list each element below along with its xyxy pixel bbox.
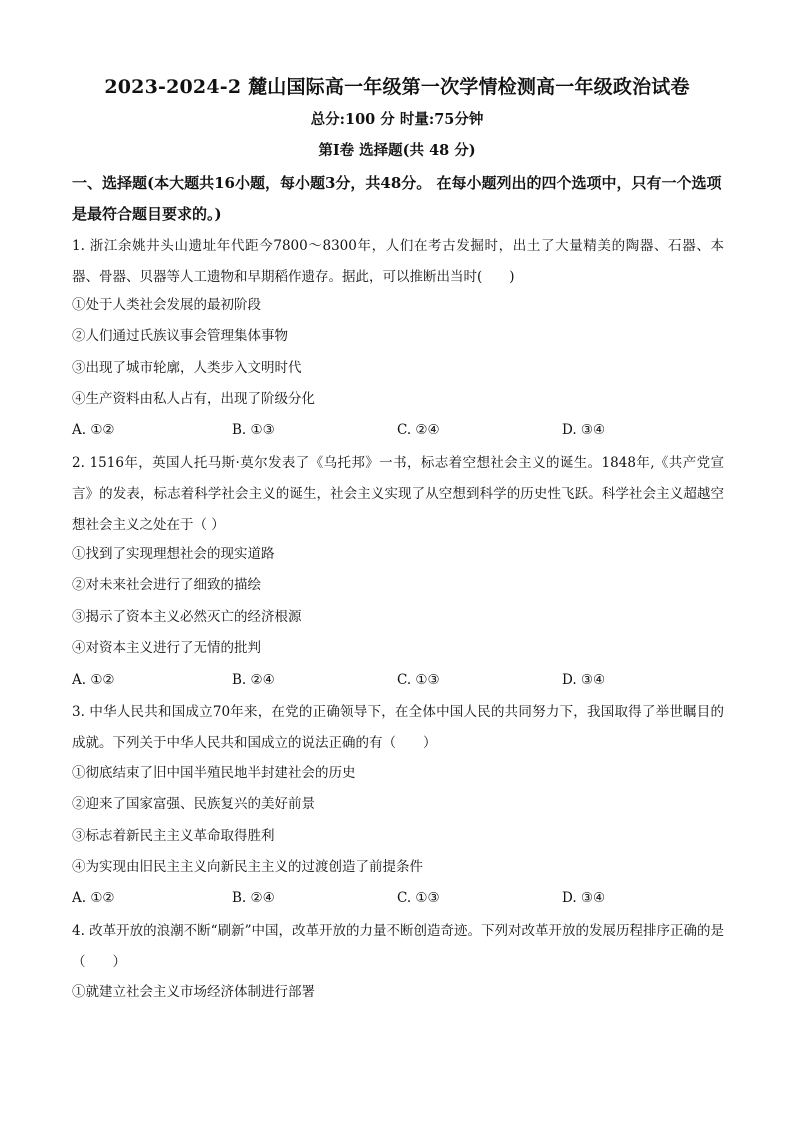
- question-2-choice-b: B. ②④: [232, 672, 275, 688]
- question-2-choice-d: D. ③④: [562, 672, 606, 688]
- question-3-option-2: ②迎来了国家富强、民族复兴的美好前景: [72, 796, 315, 812]
- question-4-stem: 4. 改革开放的浪潮不断“刷新”中国，改革开放的力量不断创造奇迹。下列对改革开放的发展历程排序正确的是（ ）: [72, 923, 724, 970]
- question-1-option-4: ④生产资料由私人占有，出现了阶级分化: [72, 391, 315, 407]
- question-3-choices: [72, 888, 732, 908]
- question-2-option-2: ②对未来社会进行了细致的描绘: [72, 577, 261, 593]
- question-2-choices: [72, 670, 732, 690]
- section-heading: 一、选择题(本大题共16小题，每小题3分，共48分。 在每小题列出的四个选项中，只有一个选项是最符合题目要求的。): [72, 174, 722, 223]
- question-1-choice-a: A. ①②: [72, 422, 115, 438]
- question-3-option-3: ③标志着新民主主义革命取得胜利: [72, 828, 275, 844]
- question-1-option-1: ①处于人类社会发展的最初阶段: [72, 297, 261, 313]
- exam-title: 2023-2024-2 麓山国际高一年级第一次学情检测高一年级政治试卷: [104, 76, 690, 98]
- question-2-choice-a: A. ①②: [72, 672, 115, 688]
- question-2-option-4: ④对资本主义进行了无情的批判: [72, 640, 261, 656]
- question-2-stem: 2. 1516年，英国人托马斯·莫尔发表了《乌托邦》一书，标志着空想社会主义的诞生。1848年,《共产党宣言》的发表，标志着科学社会主义的诞生，社会主义实现了从空想到科学的历史性飞跃。科学社会主义超越空想社会主义之处在于（ ）: [72, 455, 724, 533]
- question-2-option-1: ①找到了实现理想社会的现实道路: [72, 546, 275, 562]
- question-1-choice-b: B. ①③: [232, 422, 275, 438]
- question-1-option-3: ③出现了城市轮廓，人类步入文明时代: [72, 360, 302, 376]
- question-1-choice-d: D. ③④: [562, 422, 606, 438]
- question-4-option-1: ①就建立社会主义市场经济体制进行部署: [72, 984, 315, 1000]
- question-2-choice-c: C. ①③: [397, 672, 440, 688]
- question-3-option-1: ①彻底结束了旧中国半殖民地半封建社会的历史: [72, 765, 356, 781]
- score-info: 总分:100 分 时量:75分钟: [310, 111, 484, 128]
- question-2-option-3: ③揭示了资本主义必然灭亡的经济根源: [72, 609, 302, 625]
- part-title: 第Ⅰ卷 选择题(共 48 分): [318, 142, 476, 159]
- question-1-stem: 1. 浙江余姚井头山遗址年代距今7800～8300年，人们在考古发掘时，出土了大量精美的陶器、石器、本器、骨器、贝器等人工遗物和早期稻作遗存。据此，可以推断出当时( ): [72, 238, 724, 285]
- question-3-choice-d: D. ③④: [562, 890, 606, 906]
- question-3-choice-b: B. ②④: [232, 890, 275, 906]
- question-1-choices: [72, 420, 732, 440]
- question-1-choice-c: C. ②④: [397, 422, 440, 438]
- question-3-option-4: ④为实现由旧民主主义向新民主主义的过渡创造了前提条件: [72, 859, 423, 875]
- question-3-stem: 3. 中华人民共和国成立70年来，在党的正确领导下，在全体中国人民的共同努力下，我国取得了举世瞩目的成就。下列关于中华人民共和国成立的说法正确的有（ ）: [72, 704, 724, 751]
- question-3-choice-c: C. ①③: [397, 890, 440, 906]
- question-1-option-2: ②人们通过氏族议事会管理集体事物: [72, 328, 288, 344]
- question-3-choice-a: A. ①②: [72, 890, 115, 906]
